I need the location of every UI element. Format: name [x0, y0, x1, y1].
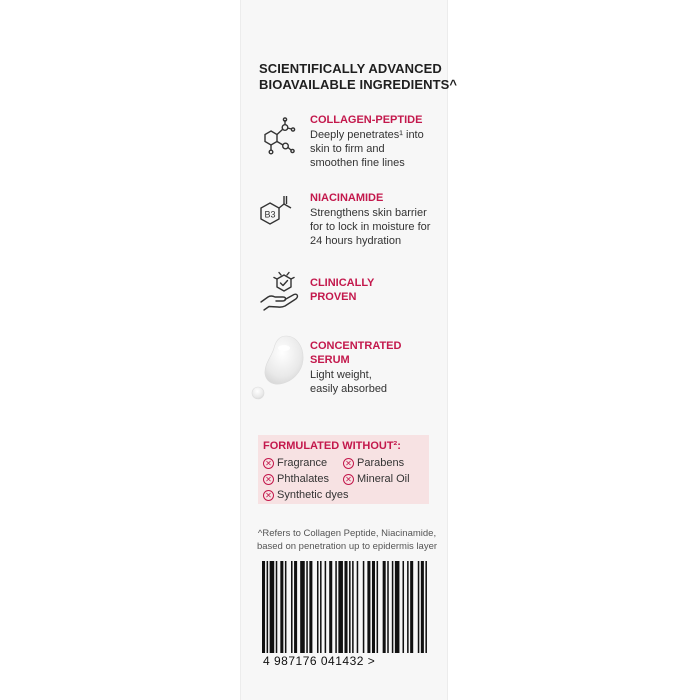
- list-item: ✕ Synthetic dyes: [263, 489, 349, 502]
- list-item: ✕ Fragrance: [263, 457, 327, 470]
- barcode-bar: [320, 561, 322, 653]
- barcode-bar: [367, 561, 370, 653]
- barcode-bar: [357, 561, 359, 653]
- feature-clinically-proven: [310, 276, 440, 304]
- barcode-bar: [276, 561, 278, 653]
- svg-text:B3: B3: [264, 209, 276, 220]
- barcode-bar: [395, 561, 400, 653]
- x-circle-icon: ✕: [263, 474, 274, 485]
- formulated-without-title: FORMULATED WITHOUT²:: [263, 440, 401, 452]
- molecule-icon: [258, 117, 298, 157]
- barcode-bar: [317, 561, 319, 653]
- feature-title: CONCENTRATED SERUM: [310, 340, 402, 366]
- x-circle-icon: ✕: [343, 458, 354, 469]
- barcode: [262, 561, 430, 658]
- headline-line-2: BIOAVAILABLE INGREDIENTS^: [259, 77, 458, 92]
- barcode-bar: [392, 561, 394, 653]
- barcode-bar: [387, 561, 389, 653]
- barcode-bar: [383, 561, 386, 653]
- barcode-bar: [407, 561, 409, 653]
- barcode-bar: [363, 561, 365, 653]
- feature-title: COLLAGEN-PEPTIDE: [310, 114, 423, 126]
- barcode-number: 4 987176 041432 >: [263, 654, 376, 668]
- list-item: ✕ Parabens: [343, 457, 404, 470]
- feature-niacinamide: [310, 191, 440, 248]
- barcode-bar: [338, 561, 343, 653]
- barcode-bar: [325, 561, 327, 653]
- barcode-bar: [280, 561, 283, 653]
- barcode-bar: [267, 561, 269, 653]
- barcode-bar: [294, 561, 297, 653]
- barcode-bar: [377, 561, 379, 653]
- serum-drop-icon: [248, 334, 308, 404]
- barcode-bar: [418, 561, 420, 653]
- barcode-bar: [372, 561, 375, 653]
- feature-title: NIACINAMIDE: [310, 192, 384, 204]
- barcode-bar: [285, 561, 287, 653]
- list-item: ✕ Phthalates: [263, 473, 329, 486]
- feature-description: Light weight, easily absorbed: [310, 369, 388, 395]
- barcode-bar: [262, 561, 265, 653]
- barcode-bar: [329, 561, 332, 653]
- b3-hexagon-icon: [258, 195, 298, 231]
- feature-description: Strengthens skin barrier for to lock in moisture for 24 hours hydration: [310, 207, 431, 247]
- headline: [259, 61, 459, 93]
- barcode-bar: [300, 561, 305, 653]
- feature-description: Deeply penetrates¹ into skin to firm and smoothen fine lines: [310, 129, 424, 169]
- x-circle-icon: ✕: [263, 458, 274, 469]
- x-circle-icon: ✕: [263, 490, 274, 501]
- feature-title: CLINICALLY PROVEN: [310, 277, 375, 303]
- barcode-bar: [270, 561, 275, 653]
- formulated-without-box: [258, 435, 429, 504]
- barcode-bar: [425, 561, 427, 653]
- barcode-bar: [352, 561, 354, 653]
- barcode-bar: [349, 561, 351, 653]
- barcode-bar: [306, 561, 308, 653]
- barcode-bar: [291, 561, 293, 653]
- footnote: ^Refers to Collagen Peptide, Niacinamide, based on penetration up to epidermis layer: [256, 528, 438, 552]
- barcode-bar: [344, 561, 347, 653]
- feature-collagen-peptide: [310, 113, 440, 170]
- barcode-bar: [403, 561, 405, 653]
- headline-line-1: SCIENTIFICALLY ADVANCED: [259, 61, 442, 76]
- hand-checkmark-icon: [258, 271, 302, 315]
- barcode-bar: [309, 561, 312, 653]
- barcode-bar: [335, 561, 337, 653]
- barcode-bar: [421, 561, 424, 653]
- feature-concentrated-serum: [310, 339, 440, 396]
- barcode-bar: [410, 561, 413, 653]
- x-circle-icon: ✕: [343, 474, 354, 485]
- list-item: ✕ Mineral Oil: [343, 473, 410, 486]
